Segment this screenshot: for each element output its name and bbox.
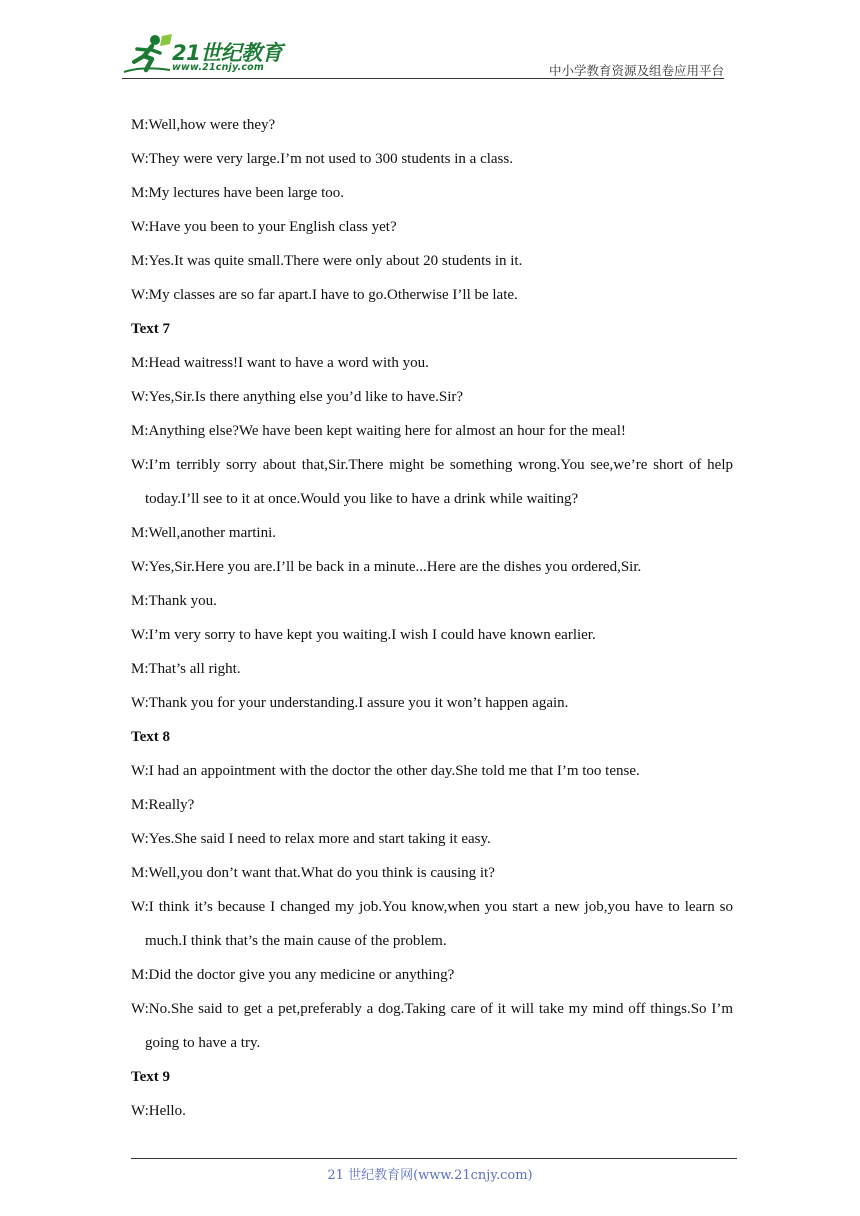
dialogue-line: W:I had an appointment with the doctor the other day.She told me that I’m too tense.	[131, 763, 640, 779]
dialogue-line: W:Yes,Sir.Is there anything else you’d like to have.Sir?	[131, 389, 464, 405]
page-header	[122, 30, 724, 80]
dialogue-line-continuation: today.I’ll see to it at once.Would you like to have a drink while waiting?	[145, 491, 579, 507]
dialogue-line: W:Have you been to your English class yet?	[131, 219, 397, 235]
logo-text: 21世纪教育	[172, 41, 283, 65]
section-heading: Text 8	[131, 729, 171, 745]
page-footer[interactable]: 21 世纪教育网(www.21cnjy.com)	[327, 1168, 533, 1183]
dialogue-line: M:Yes.It was quite small.There were only about 20 students in it.	[131, 253, 523, 269]
dialogue-line: W:They were very large.I’m not used to 300 students in a class.	[131, 151, 513, 167]
header-divider	[122, 78, 724, 79]
dialogue-line: W:Yes,Sir.Here you are.I’ll be back in a minute...Here are the dishes you ordered,Sir.	[131, 559, 642, 575]
dialogue-line: M:Did the doctor give you any medicine or anything?	[131, 967, 455, 983]
dialogue-line: W:Hello.	[131, 1103, 186, 1119]
dialogue-line: W:I’m very sorry to have kept you waiting.I wish I could have known earlier.	[131, 627, 596, 643]
dialogue-line: M:Well,another martini.	[131, 525, 277, 541]
runner-logo-icon	[122, 32, 174, 76]
platform-tagline: 中小学教育资源及组卷应用平台	[548, 63, 724, 78]
dialogue-line: M:Thank you.	[131, 593, 217, 609]
footer-divider	[131, 1158, 737, 1159]
dialogue-line: M:My lectures have been large too.	[131, 185, 344, 201]
dialogue-line-continuation: going to have a try.	[145, 1035, 261, 1051]
dialogue-line: M:Well,how were they?	[131, 117, 276, 133]
document-body	[131, 108, 733, 1128]
dialogue-line: M:Head waitress!I want to have a word with you.	[131, 355, 429, 371]
section-heading: Text 7	[131, 321, 171, 337]
section-heading: Text 9	[131, 1069, 171, 1085]
dialogue-line: M:Well,you don’t want that.What do you think is causing it?	[131, 865, 495, 881]
site-logo[interactable]	[122, 30, 292, 78]
dialogue-line: M:Anything else?We have been kept waiting here for almost an hour for the meal!	[131, 423, 626, 439]
dialogue-line: W:Yes.She said I need to relax more and start taking it easy.	[131, 831, 491, 847]
dialogue-line: W:I’m terribly sorry about that,Sir.There might be something wrong.You see,we’re short of help	[131, 457, 733, 473]
dialogue-line: M:Really?	[131, 797, 195, 813]
dialogue-line: W:I think it’s because I changed my job.You know,when you start a new job,you have to learn so	[131, 899, 733, 915]
logo-url: www.21cnjy.com	[172, 62, 264, 73]
dialogue-line: W:Thank you for your understanding.I assure you it won’t happen again.	[131, 695, 569, 711]
dialogue-line: M:That’s all right.	[131, 661, 241, 677]
dialogue-line: W:My classes are so far apart.I have to go.Otherwise I’ll be late.	[131, 287, 518, 303]
dialogue-line: W:No.She said to get a pet,preferably a dog.Taking care of it will take my mind off things.So I’m	[131, 1001, 733, 1017]
dialogue-line-continuation: much.I think that’s the main cause of the problem.	[145, 933, 447, 949]
